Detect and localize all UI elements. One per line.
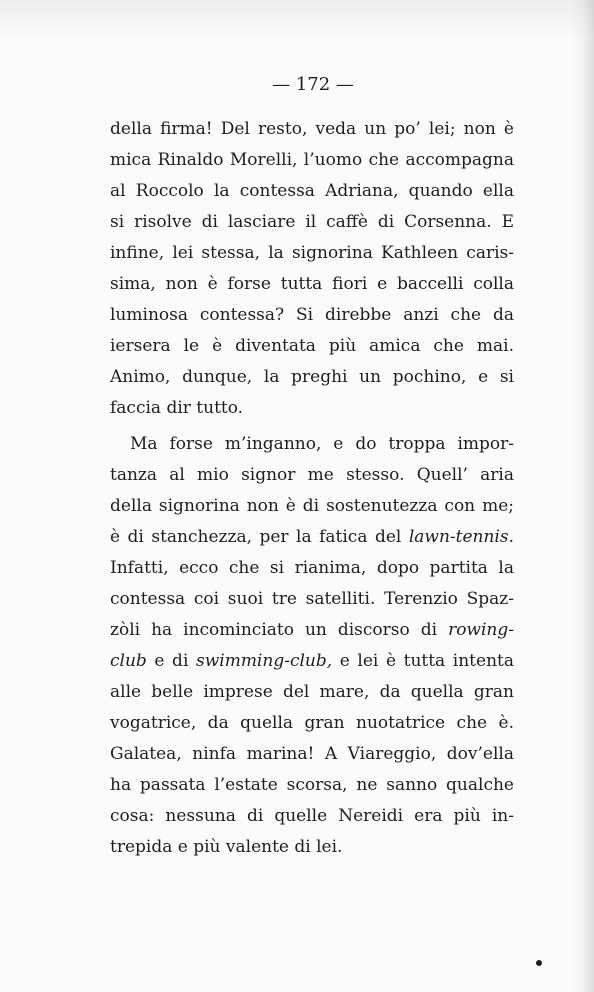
text-line: mica Rinaldo Morelli, l’uomo che accompagna <box>110 150 514 170</box>
text-line: tanza al mio signor me stesso. Quell’ aria <box>110 465 514 485</box>
paragraph-1 <box>110 114 514 424</box>
italic-term: club <box>110 651 147 671</box>
text-line: della firma! Del resto, veda un po’ lei; non è <box>110 119 514 139</box>
text-line: ha passata l’estate scorsa, ne sanno qualche <box>110 775 514 795</box>
italic-term: swimming-club, <box>195 651 333 671</box>
text-line: infine, lei stessa, la signorina Kathleen caris- <box>110 243 514 263</box>
text-line: è di stanchezza, per la fatica del lawn-tennis. <box>110 527 514 547</box>
text-line: Galatea, ninfa marina! A Viareggio, dov’ella <box>110 744 514 764</box>
text-line: Infatti, ecco che si rianima, dopo partita la <box>110 558 514 578</box>
text-body <box>110 114 514 863</box>
italic-term: lawn-tennis. <box>408 527 514 547</box>
text-line: cosa: nessuna di quelle Nereidi era più in- <box>110 806 514 826</box>
page-number: — 172 — <box>272 74 354 95</box>
text-line: faccia dir tutto. <box>110 398 244 418</box>
text-line: si risolve di lasciare il caffè di Corsenna. E <box>110 212 514 232</box>
text-line: vogatrice, da quella gran nuotatrice che è. <box>110 713 514 733</box>
ink-speck <box>536 960 542 966</box>
page-top-shadow <box>0 0 594 40</box>
text-line: Animo, dunque, la preghi un pochino, e si <box>110 367 514 387</box>
paragraph-2 <box>110 429 514 863</box>
text-line: zòli ha incominciato un discorso di rowing- <box>110 620 514 640</box>
text-line: luminosa contessa? Si direbbe anzi che da <box>110 305 514 325</box>
text-line: sima, non è forse tutta fiori e baccelli colla <box>110 274 514 294</box>
text-line: alle belle imprese del mare, da quella gran <box>110 682 514 702</box>
text-line: contessa coi suoi tre satelliti. Terenzio Spaz- <box>110 589 514 609</box>
text-line: Ma forse m’inganno, e do troppa impor- <box>130 434 514 454</box>
text-line: iersera le è diventata più amica che mai. <box>110 336 514 356</box>
text-line: della signorina non è di sostenutezza con me; <box>110 496 514 516</box>
page-edge-shadow <box>572 0 594 992</box>
text-line: club e di swimming-club, e lei è tutta intenta <box>110 651 514 671</box>
italic-term: rowing- <box>448 620 514 640</box>
text-line: trepida e più valente di lei. <box>110 837 343 857</box>
text-line: al Roccolo la contessa Adriana, quando ella <box>110 181 514 201</box>
